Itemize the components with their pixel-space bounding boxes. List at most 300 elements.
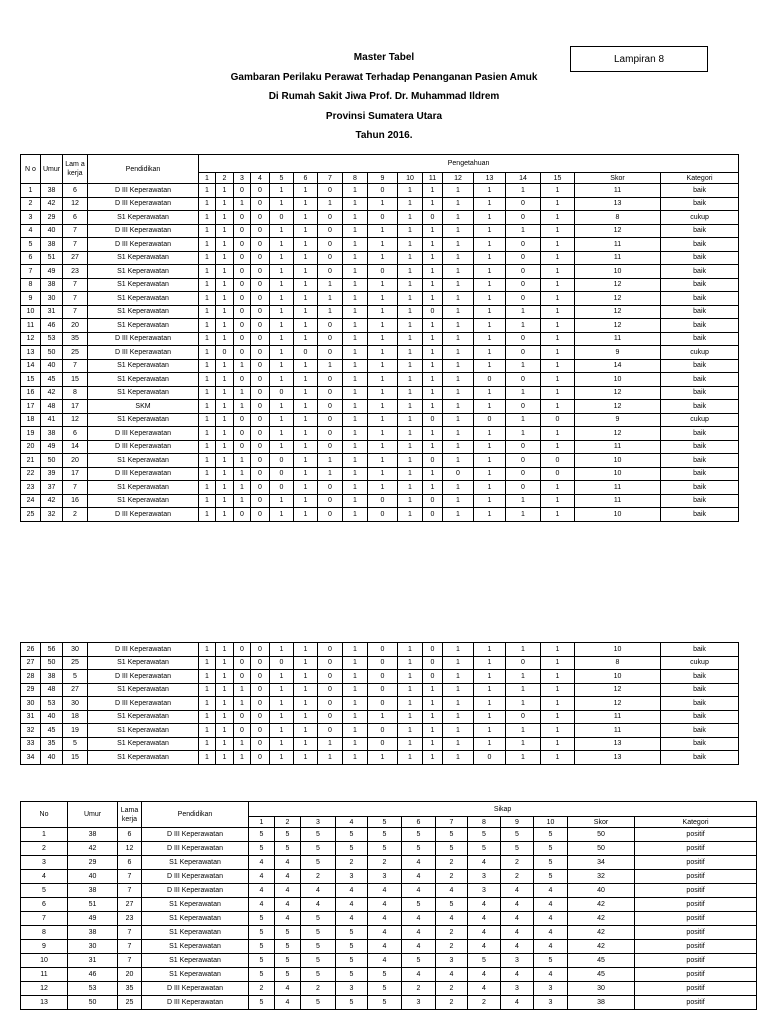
table-cell: 1 [294, 427, 318, 441]
table-cell: 0 [318, 427, 343, 441]
table-cell: 40 [41, 751, 63, 765]
table-cell: 3 [501, 982, 534, 996]
table-cell: 12 [63, 413, 88, 427]
table-row [21, 656, 739, 670]
table-cell: 1 [443, 494, 474, 508]
table-cell: 1 [368, 454, 398, 468]
table-cell: 1 [423, 724, 443, 738]
table-row [21, 751, 739, 765]
table-cell: 5 [501, 842, 534, 856]
table-cell: 1 [398, 238, 423, 252]
table-cell: 4 [301, 884, 336, 898]
table-cell: 1 [199, 683, 216, 697]
table-cell: 1 [474, 238, 506, 252]
table-cell: 4 [436, 912, 468, 926]
pengetahuan-item-14: 14 [506, 173, 541, 184]
table-cell: 38 [68, 884, 118, 898]
table-cell: 1 [216, 292, 234, 306]
table-cell: 1 [216, 494, 234, 508]
table-cell: 1 [343, 670, 368, 684]
table-cell: 50 [568, 842, 635, 856]
table-cell: 8 [63, 386, 88, 400]
table-cell: 33 [21, 737, 41, 751]
table-cell: 0 [318, 400, 343, 414]
table-row [21, 996, 757, 1010]
table-cell: 0 [506, 251, 541, 265]
table-cell: 1 [270, 508, 294, 522]
table-cell: 1 [443, 251, 474, 265]
table-cell: 0 [506, 454, 541, 468]
table-cell: 0 [234, 211, 251, 225]
table-cell: 0 [234, 346, 251, 360]
table-cell: 1 [294, 494, 318, 508]
table-row [21, 926, 757, 940]
table-cell: 4 [368, 926, 402, 940]
table-row [21, 898, 757, 912]
table-cell: 0 [506, 710, 541, 724]
table-cell: baik [661, 697, 739, 711]
table-cell: positif [635, 856, 757, 870]
table-cell: 1 [423, 265, 443, 279]
table-cell: 0 [251, 373, 270, 387]
table-cell: 1 [216, 373, 234, 387]
table-cell: S1 Keperawatan [88, 278, 199, 292]
table-cell: positif [635, 968, 757, 982]
table-cell: S1 Keperawatan [88, 305, 199, 319]
table-row [21, 697, 739, 711]
table-cell: 0 [251, 508, 270, 522]
table-cell: 12 [575, 400, 661, 414]
table-cell: 5 [301, 968, 336, 982]
table-cell: 1 [318, 751, 343, 765]
table-cell: 1 [368, 751, 398, 765]
table-cell: 1 [270, 197, 294, 211]
table-cell: 1 [318, 197, 343, 211]
table-cell: 1 [474, 292, 506, 306]
table-cell: 0 [423, 656, 443, 670]
table-row [21, 724, 739, 738]
table-cell: S1 Keperawatan [88, 211, 199, 225]
table-cell: 0 [251, 494, 270, 508]
table-row [21, 670, 739, 684]
table-cell: positif [635, 870, 757, 884]
table-cell: 10 [575, 670, 661, 684]
table-cell: 5 [63, 670, 88, 684]
table-cell: 1 [294, 481, 318, 495]
table-cell: 1 [270, 697, 294, 711]
table-cell: 1 [541, 305, 575, 319]
table-cell: 1 [270, 359, 294, 373]
table-cell: 3 [534, 982, 568, 996]
table-cell: 1 [423, 481, 443, 495]
table-cell: 26 [21, 643, 41, 657]
table-cell: 1 [541, 656, 575, 670]
table-cell: 0 [318, 332, 343, 346]
table-cell: 1 [443, 305, 474, 319]
table-cell: 0 [368, 494, 398, 508]
table-cell: 1 [541, 211, 575, 225]
table-cell: 38 [41, 238, 63, 252]
table-cell: 0 [474, 751, 506, 765]
table-cell: S1 Keperawatan [88, 251, 199, 265]
pengetahuan-item-13: 13 [474, 173, 506, 184]
table-cell: 1 [343, 413, 368, 427]
table-cell: 11 [575, 184, 661, 198]
table-cell: 4 [249, 856, 275, 870]
table-cell: 1 [541, 683, 575, 697]
table-cell: 1 [443, 197, 474, 211]
table-cell: 1 [270, 184, 294, 198]
table-cell: 1 [294, 211, 318, 225]
table-cell: 3 [436, 954, 468, 968]
table-row [21, 828, 757, 842]
sikap-item-3: 3 [301, 817, 336, 828]
table-cell: S1 Keperawatan [142, 940, 249, 954]
table-cell: 1 [318, 292, 343, 306]
table-cell: 5 [436, 898, 468, 912]
table-cell: 30 [63, 643, 88, 657]
table-cell: 1 [474, 386, 506, 400]
table-cell: 1 [423, 467, 443, 481]
table-cell: 1 [216, 211, 234, 225]
table-cell: 10 [21, 954, 68, 968]
table-cell: 1 [474, 467, 506, 481]
table-cell: 19 [21, 427, 41, 441]
table-cell: 4 [402, 870, 436, 884]
table-cell: 1 [443, 332, 474, 346]
table-row [21, 494, 739, 508]
table-row [21, 982, 757, 996]
table-cell: 10 [575, 643, 661, 657]
table-cell: 1 [474, 251, 506, 265]
pengetahuan-item-6: 6 [294, 173, 318, 184]
table-cell: 4 [468, 926, 501, 940]
table-cell: 40 [68, 870, 118, 884]
table-cell: 1 [398, 319, 423, 333]
table-cell: 22 [21, 467, 41, 481]
table-cell: 4 [336, 884, 368, 898]
table-cell: 1 [506, 670, 541, 684]
table-cell: S1 Keperawatan [88, 751, 199, 765]
table-cell: 1 [199, 710, 216, 724]
table-cell: 13 [575, 737, 661, 751]
table-cell: 1 [343, 346, 368, 360]
table-cell: 19 [63, 724, 88, 738]
table-cell: D III Keperawatan [88, 643, 199, 657]
table-cell: 1 [343, 751, 368, 765]
sikap-item-4: 4 [336, 817, 368, 828]
title-line-3: Di Rumah Sakit Jiwa Prof. Dr. Muhammad Ildrem [268, 91, 500, 102]
table-cell: 5 [275, 940, 301, 954]
table-cell: 50 [41, 346, 63, 360]
table-cell: 4 [368, 884, 402, 898]
table-cell: 1 [368, 427, 398, 441]
table-cell: 0 [318, 373, 343, 387]
table-cell: 12 [118, 842, 142, 856]
table-cell: 1 [368, 413, 398, 427]
table-cell: 1 [443, 292, 474, 306]
table-cell: 1 [270, 224, 294, 238]
table-cell: 11 [575, 724, 661, 738]
table-cell: 1 [398, 373, 423, 387]
table-cell: 5 [249, 842, 275, 856]
table-cell: 6 [63, 184, 88, 198]
table-cell: 1 [423, 319, 443, 333]
table-cell: 5 [534, 842, 568, 856]
table-cell: 4 [534, 926, 568, 940]
table-cell: 1 [368, 305, 398, 319]
table-cell: 1 [541, 737, 575, 751]
table-cell: baik [661, 400, 739, 414]
table-cell: positif [635, 828, 757, 842]
sikap-item-8: 8 [468, 817, 501, 828]
table-cell: S1 Keperawatan [142, 898, 249, 912]
table-row [21, 912, 757, 926]
table-cell: 1 [343, 373, 368, 387]
table-cell: 0 [368, 737, 398, 751]
table-cell: 1 [270, 724, 294, 738]
table-cell: 1 [443, 278, 474, 292]
table-cell: 1 [216, 305, 234, 319]
table-cell: 1 [443, 346, 474, 360]
table-cell: 5 [301, 912, 336, 926]
table-cell: 4 [402, 856, 436, 870]
table-cell: 50 [41, 656, 63, 670]
table-cell: 32 [568, 870, 635, 884]
table-cell: S1 Keperawatan [88, 724, 199, 738]
table-cell: 20 [118, 968, 142, 982]
table-cell: 2 [301, 982, 336, 996]
table-cell: 1 [294, 643, 318, 657]
table-cell: 1 [474, 305, 506, 319]
table-cell: 1 [474, 211, 506, 225]
table-cell: 0 [234, 332, 251, 346]
table-cell: 11 [575, 251, 661, 265]
table-cell: 0 [251, 710, 270, 724]
table-cell: 3 [468, 870, 501, 884]
table-cell: baik [661, 467, 739, 481]
table-cell: 11 [575, 238, 661, 252]
table-cell: 1 [294, 724, 318, 738]
table-row [21, 940, 757, 954]
table-cell: 4 [275, 884, 301, 898]
table-cell: 0 [318, 386, 343, 400]
table-cell: 0 [506, 467, 541, 481]
table-cell: 1 [343, 211, 368, 225]
table-cell: 1 [270, 305, 294, 319]
table-cell: 0 [251, 413, 270, 427]
table-cell: 1 [398, 494, 423, 508]
table-cell: 1 [443, 265, 474, 279]
pengetahuan-header-kategori: Kategori [661, 173, 739, 184]
table-cell: 1 [398, 643, 423, 657]
table-cell: 31 [68, 954, 118, 968]
sikap-header-umur: Umur [68, 802, 118, 828]
table-cell: 1 [541, 386, 575, 400]
table-cell: 42 [568, 898, 635, 912]
table-cell: 40 [41, 224, 63, 238]
table-cell: baik [661, 197, 739, 211]
table-cell: D III Keperawatan [88, 238, 199, 252]
table-row [21, 373, 739, 387]
table-cell: cukup [661, 211, 739, 225]
table-cell: 4 [402, 940, 436, 954]
table-cell: 1 [199, 494, 216, 508]
table-cell: D III Keperawatan [88, 467, 199, 481]
table-cell: 1 [294, 656, 318, 670]
table-cell: 1 [423, 197, 443, 211]
table-cell: 0 [234, 238, 251, 252]
table-cell: 1 [199, 305, 216, 319]
table-cell: 1 [199, 656, 216, 670]
table-cell: 1 [506, 427, 541, 441]
table-cell: 1 [343, 737, 368, 751]
table-cell: D III Keperawatan [88, 697, 199, 711]
pengetahuan-table-part-1 [20, 154, 739, 522]
table-cell: 1 [270, 737, 294, 751]
table-cell: 0 [251, 724, 270, 738]
table-cell: 12 [575, 305, 661, 319]
table-cell: 11 [575, 494, 661, 508]
table-cell: 5 [402, 898, 436, 912]
table-cell: 1 [398, 400, 423, 414]
table-row [21, 440, 739, 454]
table-cell: 1 [216, 359, 234, 373]
table-cell: 1 [216, 400, 234, 414]
table-cell: 1 [270, 427, 294, 441]
table-cell: 4 [468, 856, 501, 870]
table-cell: 0 [234, 670, 251, 684]
table-cell: 38 [41, 184, 63, 198]
table-cell: 0 [251, 278, 270, 292]
table-cell: 7 [63, 278, 88, 292]
table-cell: 29 [68, 856, 118, 870]
table-cell: 4 [275, 912, 301, 926]
table-cell: 5 [21, 238, 41, 252]
table-cell: 8 [575, 656, 661, 670]
table-cell: 1 [199, 508, 216, 522]
table-cell: positif [635, 940, 757, 954]
table-cell: 49 [68, 912, 118, 926]
table-cell: 1 [474, 197, 506, 211]
table-cell: 1 [443, 751, 474, 765]
table-cell: 0 [251, 440, 270, 454]
table-cell: 1 [216, 251, 234, 265]
table-cell: 1 [216, 710, 234, 724]
table-row [21, 359, 739, 373]
table-cell: 1 [443, 724, 474, 738]
table-cell: 32 [41, 508, 63, 522]
table-cell: 5 [275, 828, 301, 842]
table-cell: 1 [234, 683, 251, 697]
table-cell: 1 [398, 508, 423, 522]
table-cell: 1 [443, 643, 474, 657]
table-cell: 1 [398, 359, 423, 373]
table-cell: 0 [368, 670, 398, 684]
table-row [21, 413, 739, 427]
table-cell: 11 [575, 481, 661, 495]
table-cell: 45 [41, 373, 63, 387]
table-cell: 4 [436, 968, 468, 982]
table-cell: 1 [199, 724, 216, 738]
table-cell: 0 [251, 643, 270, 657]
table-cell: 5 [301, 940, 336, 954]
table-cell: 7 [21, 912, 68, 926]
table-cell: D III Keperawatan [88, 508, 199, 522]
table-cell: 1 [343, 697, 368, 711]
table-cell: 0 [368, 508, 398, 522]
table-cell: 0 [251, 454, 270, 468]
table-row [21, 386, 739, 400]
table-cell: 1 [423, 238, 443, 252]
table-cell: 45 [568, 954, 635, 968]
pengetahuan-header-skor: Skor [575, 173, 661, 184]
table-cell: 0 [318, 440, 343, 454]
table-cell: 0 [270, 211, 294, 225]
table-cell: 4 [501, 996, 534, 1010]
table-cell: 1 [474, 184, 506, 198]
table-cell: 1 [443, 481, 474, 495]
table-cell: 0 [423, 670, 443, 684]
table-cell: 1 [270, 494, 294, 508]
table-cell: 0 [234, 724, 251, 738]
table-cell: 3 [21, 211, 41, 225]
table-cell: 1 [506, 508, 541, 522]
table-cell: 1 [234, 494, 251, 508]
table-cell: 13 [21, 346, 41, 360]
pengetahuan-item-10: 10 [398, 173, 423, 184]
table-cell: 0 [506, 373, 541, 387]
table-cell: 1 [343, 481, 368, 495]
table-cell: 45 [568, 968, 635, 982]
table-cell: 1 [423, 278, 443, 292]
table-cell: 1 [294, 292, 318, 306]
table-cell: 1 [368, 359, 398, 373]
table-cell: 1 [199, 197, 216, 211]
table-cell: 5 [534, 870, 568, 884]
table-cell: 2 [436, 926, 468, 940]
header-pengetahuan: Pengetahuan [199, 155, 739, 173]
table-cell: 1 [216, 332, 234, 346]
table-cell: 20 [63, 454, 88, 468]
table-cell: 1 [216, 683, 234, 697]
table-cell: 1 [216, 238, 234, 252]
pengetahuan-table-part-2 [20, 642, 739, 765]
table-cell: 1 [294, 737, 318, 751]
table-cell: baik [661, 184, 739, 198]
table-cell: 1 [443, 440, 474, 454]
table-cell: 1 [398, 386, 423, 400]
table-cell: 5 [249, 996, 275, 1010]
table-cell: 5 [249, 828, 275, 842]
table-cell: 12 [63, 197, 88, 211]
table-cell: baik [661, 454, 739, 468]
table-cell: 0 [270, 467, 294, 481]
table-cell: 14 [63, 440, 88, 454]
table-cell: 8 [21, 278, 41, 292]
table-cell: 1 [368, 332, 398, 346]
table-cell: 1 [506, 305, 541, 319]
table-cell: baik [661, 305, 739, 319]
table-cell: 50 [68, 996, 118, 1010]
table-row [21, 842, 757, 856]
table-cell: 6 [21, 251, 41, 265]
table-cell: 1 [294, 332, 318, 346]
table-cell: 1 [443, 413, 474, 427]
table-cell: 1 [541, 373, 575, 387]
table-cell: 1 [294, 670, 318, 684]
table-cell: 0 [234, 440, 251, 454]
